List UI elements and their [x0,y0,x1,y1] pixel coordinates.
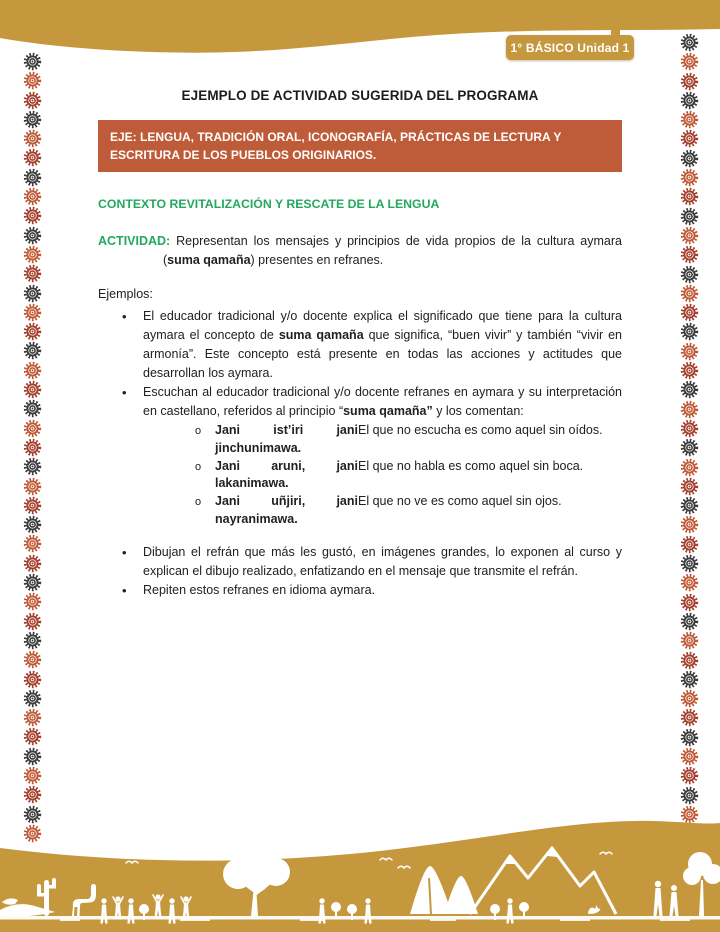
rosette-icon [680,786,699,805]
rosette-icon [680,496,699,515]
rosette-icon [680,52,699,71]
proverb-item [143,458,622,494]
activity-text: Representan los mensajes y principios de vida propios de la cultura aymara (suma qamaña) presentes en refranes. [163,234,622,268]
rosette-icon [23,380,42,399]
unit-badge: 1° BÁSICO Unidad 1 [506,35,634,60]
rosette-icon [680,149,699,168]
rosette-icon [23,747,42,766]
left-border-rosette-chain [23,52,42,843]
document-content [98,86,622,600]
rosette-icon [23,226,42,245]
proverb-spanish: El que no ve es como aquel sin ojos. [358,494,562,509]
rosette-icon [680,477,699,496]
rosette-icon [23,592,42,611]
rosette-icon [680,322,699,341]
rosette-icon [680,573,699,592]
rosette-icon [680,207,699,226]
rosette-icon [680,303,699,322]
proverb-list [143,422,622,529]
rosette-icon [23,322,42,341]
rosette-icon [23,206,42,225]
rosette-icon [23,148,42,167]
rosette-icon [23,457,42,476]
rosette-icon [680,72,699,91]
bird-icon [168,854,180,856]
rosette-icon [23,71,42,90]
rosette-icon [23,303,42,322]
rosette-icon [680,515,699,534]
rosette-icon [680,689,699,708]
rosette-icon [23,631,42,650]
proverb-item [143,493,622,529]
rosette-icon [23,477,42,496]
rosette-icon [23,264,42,283]
rosette-icon [680,400,699,419]
rosette-icon [680,110,699,129]
circle-marker-icon: o [195,496,202,509]
rosette-icon [680,419,699,438]
rosette-icon [23,341,42,360]
rosette-icon [680,747,699,766]
rosette-icon [23,284,42,303]
andean-landscape-footer [0,808,720,932]
rosette-icon [680,593,699,612]
rosette-icon [680,535,699,554]
example-item-2 [98,383,622,543]
rosette-icon [680,361,699,380]
example-item-2-text: Escuchan al educador tradicional y/o docente refranes en aymara y su interpretación en castellano, referidos al principio “suma qamaña” y los comentan: [143,385,622,419]
rosette-icon [23,785,42,804]
activity-label: ACTIVIDAD: [98,234,171,249]
rosette-icon [680,631,699,650]
rosette-icon [23,245,42,264]
rosette-icon [23,689,42,708]
rosette-icon [23,187,42,206]
rosette-icon [680,708,699,727]
rosette-icon [680,33,699,52]
context-heading: CONTEXTO REVITALIZACIÓN Y RESCATE DE LA LENGUA [98,196,440,211]
rosette-icon [23,534,42,553]
rosette-icon [680,554,699,573]
examples-label: Ejemplos: [98,287,153,302]
rosette-icon [23,727,42,746]
rosette-icon [23,515,42,534]
rosette-icon [680,380,699,399]
activity-statement [98,232,622,270]
right-border-rosette-chain [680,33,699,824]
rosette-icon [23,554,42,573]
proverb-spanish: El que no escucha es como aquel sin oídos. [358,423,603,438]
footer-gold-band [0,821,720,932]
circle-marker-icon: o [195,460,202,473]
rosette-icon [680,612,699,631]
proverb-aymara: Jani uñjiri, jani nayranimawa. [215,494,358,526]
rosette-icon [23,52,42,71]
rosette-icon [23,496,42,515]
rosette-icon [23,438,42,457]
circle-marker-icon: o [195,425,202,438]
proverb-aymara: Jani aruni, jani lakanimawa. [215,458,358,491]
rosette-icon [680,728,699,747]
eje-banner: EJE: LENGUA, TRADICIÓN ORAL, ICONOGRAFÍA, PRÁCTICAS DE LECTURA Y ESCRITURA DE LOS PUEBLOS ORIGINARIOS. [98,120,622,172]
ground-line [0,916,720,920]
proverb-item [143,422,622,458]
rosette-icon [23,708,42,727]
rosette-icon [23,399,42,418]
rosette-icon [23,650,42,669]
example-item-1: • El educador tradicional y/o docente explica el significado que tiene para la cultura aymara el concepto de suma qamaña que significa, “buen vivir” y también “vivir en armonía”. Este concepto está presente en todas las acciones y actitudes que desarrollan los aymara. [98,307,622,383]
rosette-icon [680,458,699,477]
rosette-icon [680,129,699,148]
page-title: EJEMPLO DE ACTIVIDAD SUGERIDA DEL PROGRAMA [181,88,539,103]
example-item-4: • Repiten estos refranes en idioma aymara. [98,581,622,600]
rosette-icon [680,651,699,670]
rosette-icon [23,361,42,380]
rosette-icon [680,91,699,110]
rosette-icon [23,419,42,438]
rosette-icon [680,284,699,303]
rosette-icon [680,342,699,361]
rosette-icon [680,187,699,206]
proverb-aymara: Jani ist’iri jani jinchunimawa. [215,423,358,455]
rosette-icon [23,168,42,187]
rosette-icon [23,91,42,110]
proverb-spanish: El que no habla es como aquel sin boca. [358,458,584,473]
rosette-icon [680,438,699,457]
rosette-icon [23,612,42,631]
rosette-icon [680,766,699,785]
rosette-icon [23,110,42,129]
rosette-icon [23,573,42,592]
rosette-icon [680,168,699,187]
rosette-icon [680,265,699,284]
examples-list [98,307,622,600]
example-item-3: • Dibujan el refrán que más les gustó, en imágenes grandes, lo exponen al curso y explican el dibujo realizado, enfatizando en el mensaje que transmite el refrán. [98,543,622,581]
rosette-icon [680,245,699,264]
rosette-icon [23,766,42,785]
rosette-icon [680,226,699,245]
rosette-icon [23,129,42,148]
rosette-icon [680,670,699,689]
rosette-icon [23,670,42,689]
